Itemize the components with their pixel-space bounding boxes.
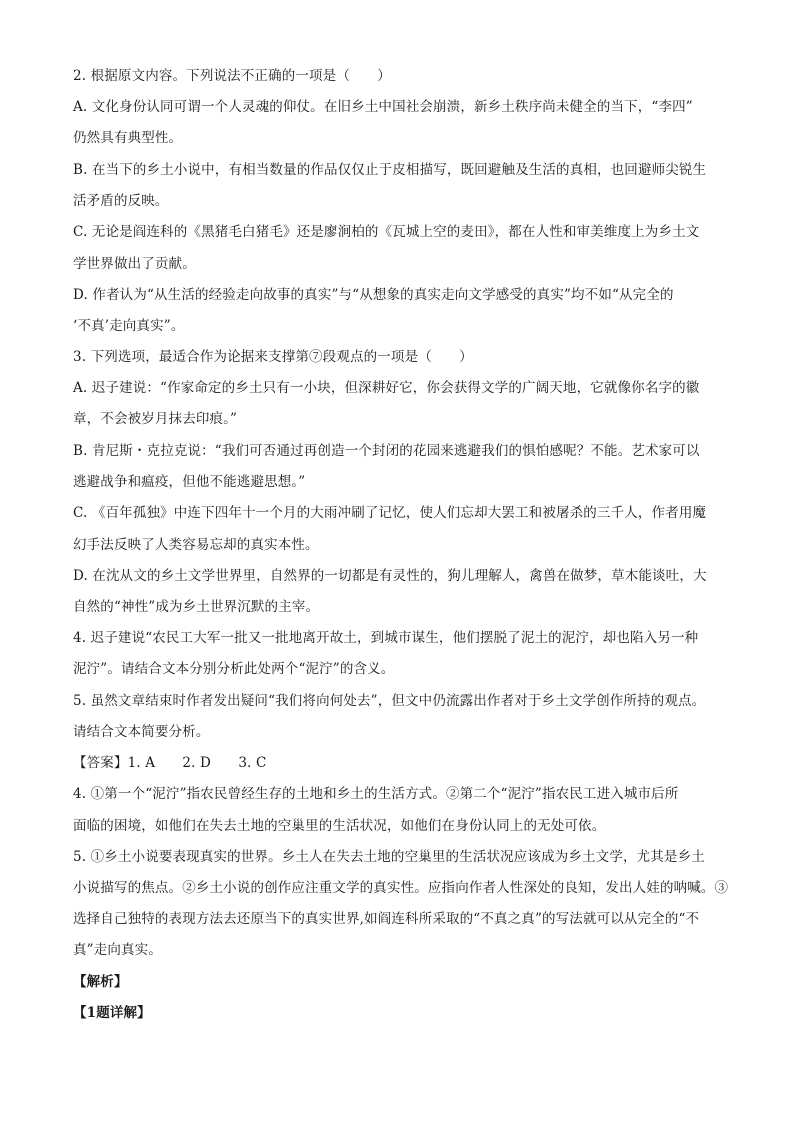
question-5-stem: 5. 虽然文章结束时作者发出疑问“我们将向何处去”，但文中仍流露出作者对于乡土文学创作所持的观点。 [73,693,706,709]
option-b-line: B. 肯尼斯・克拉克说：“我们可否通过再创造一个封闭的花园来逃避我们的惧怕感呢？不能。艺术家可以 [73,443,700,459]
answer-4-line: 面临的困境，如他们在失去土地的空巢里的生活状况，如他们在身份认同上的无处可依。 [73,818,606,834]
option-b-line: B. 在当下的乡土小说中，有相当数量的作品仅仅止于皮相描写，既回避触及生活的真相，也回避师尖锐生 [73,162,707,178]
option-b-line: 活矛盾的反映。 [73,193,169,209]
analysis-heading: 【解析】 [73,974,128,990]
question-2-stem: 2. 根据原文内容。下列说法不正确的一项是（ ） [73,68,391,84]
option-c-line: 幻手法反映了人类容易忘却的真实本性。 [73,537,319,553]
option-c-line: C. 《百年孤独》中连下四年十一个月的大雨冲刷了记忆，使人们忘却大罢工和被屠杀的三千人，作者用魔 [73,505,707,521]
answer-5-line: 5. ①乡土小说要表现真实的世界。乡土人在失去土地的空巢里的生活状况应该成为乡土文学，尤其是乡土 [73,849,705,865]
option-a-line: 章，不会被岁月抹去印痕。” [73,411,238,427]
question-4-stem: 泥泞”。请结合文本分别分析此处两个“泥泞”的含义。 [73,661,395,677]
option-c-line: 学世界做出了贡献。 [73,256,196,272]
answer-key: 【答案】1. A 2. D 3. C [73,755,267,771]
option-d-line: 自然的“神性”成为乡土世界沉默的主宰。 [73,599,320,615]
answer-4-line: 4. ①第一个“泥泞”指农民曾经生存的土地和乡土的生活方式。②第二个“泥泞”指农民工进入城市后所 [73,786,679,802]
question-4-stem: 4. 迟子建说“农民工大军一批又一批地离开故土，到城市谋生，他们摆脱了泥土的泥泞，却也陷入另一种 [73,630,699,646]
option-a-line: 仍然具有典型性。 [73,130,183,146]
question-3-stem: 3. 下列选项，最适合作为论据来支撑第⑦段观点的一项是（ ） [73,349,473,365]
option-b-line: 逃避战争和瘟疫，但他不能逃避思想。” [73,474,306,490]
question-5-stem: 请结合文本简要分析。 [73,724,210,740]
answer-5-line: 选择自己独特的表现方法去还原当下的真实世界,如阎连科所采取的“不真之真”的写法就可以从完全的“不 [73,911,700,927]
answer-5-line: 小说描写的焦点。②乡土小说的创作应注重文学的真实性。应指向作者人性深处的良知，发出人娃的呐喊。③ [73,880,729,896]
question-1-detail-heading: 【1题详解】 [73,1005,151,1021]
answer-5-line: 真”走向真实。 [73,942,162,958]
option-d-line: ‘不真’走向真实”。 [73,318,185,334]
option-a-line: A. 文化身份认同可谓一个人灵魂的仰仗。在旧乡土中国社会崩溃，新乡土秩序尚未健全的当下，“李四” [73,99,693,115]
option-a-line: A. 迟子建说：“作家命定的乡土只有一小块，但深耕好它，你会获得文学的广阔天地，它就像你名字的徽 [73,380,700,396]
option-c-line: C. 无论是阎连科的《黑猪毛白猪毛》还是廖涧柏的《瓦城上空的麦田》，都在人性和审美维度上为乡土文 [73,224,700,240]
option-d-line: D. 作者认为“从生活的经验走向故事的真实”与“从想象的真实走向文学感受的真实”均不如“从完全的 [73,287,674,303]
option-d-line: D. 在沈从文的乡土文学世界里，自然界的一切都是有灵性的，狗儿理解人，禽兽在做梦，草木能谈吐，大 [73,568,707,584]
